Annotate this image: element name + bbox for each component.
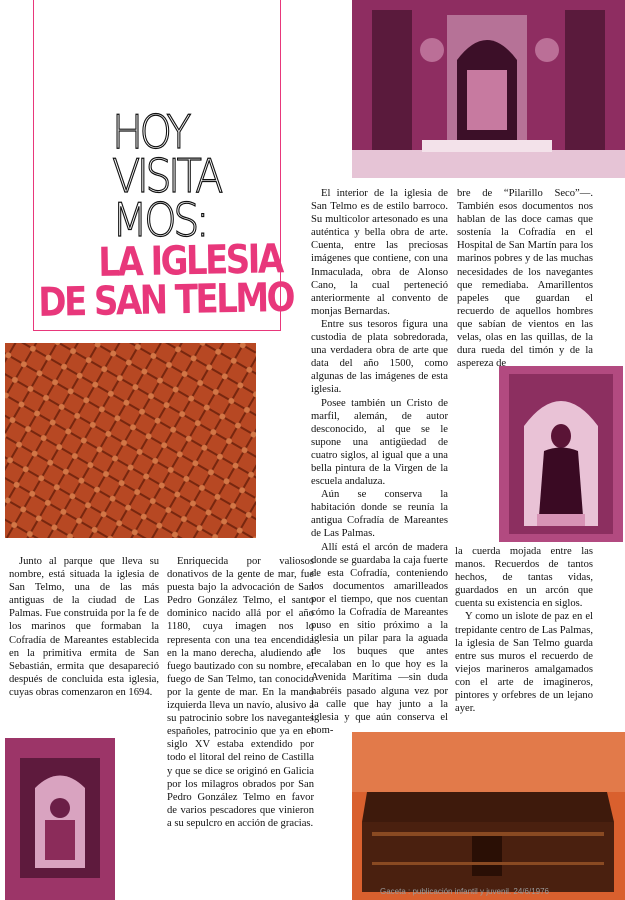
article-column-4-bottom — [455, 545, 593, 715]
title-line-2: VISITA — [112, 149, 220, 203]
col3-paragraph-3: Posee también un Cristo de marfil, alemán, de autor desconocido, al que se le supone una antigüedad de cuatro siglos, al igual que a una bella pintura de la Virgen de la escuela andaluza. — [311, 397, 448, 488]
col1-paragraph: Junto al parque que lleva su nombre, está situada la iglesia de San Telmo, una de las más antiguas de la ciudad de Las Palmas. Fue construida por la fe de los marinos que formaban la Cofradía de Mareantes establecida en la primitiva ermita de San Sebastián, ermita que desapareció después de concluida esta iglesia, cuyas obras comenzaron en 1694. — [9, 556, 159, 698]
altar-photo — [352, 0, 625, 178]
ceiling-photo — [5, 343, 256, 538]
saint-statue-photo — [499, 366, 623, 542]
figure-photo — [5, 738, 115, 900]
col3-paragraph-4: Aún se conserva la habitación donde se reunía la antigua Cofradía de Mareantes de Las Palmas. — [311, 489, 448, 540]
col4-top-paragraph: bre de “Pilarillo Seco”—. También esos documentos nos hablan de las doce camas que sostenía la Cofradía en el Hospital de San Martín para los marinos pobres y de las muchas necesidades de los navegantes que remediaba. Amarillentos papeles que guardan el recuerdo de aquellos hombres que sabían de vientos en las velas, olas en las quillas, de la dura rueda del timón y de la aspereza de — [457, 188, 593, 370]
col3-paragraph-2: Entre sus tesoros figura una custodia de plata sobredorada, una verdadera obra de arte que data del año 1500, como algunas de las imágenes de esta iglesia. — [311, 318, 448, 396]
article-column-1 — [9, 555, 159, 699]
col4-bottom-paragraph-1: la cuerda mojada entre las manos. Recuerdos de tantos hechos, de tantas vidas, guardados en un arcón que cuenta su existencia en siglos. — [455, 546, 593, 610]
chest-photo — [352, 732, 625, 900]
footer-source: Gaceta : publicación infantil y juvenil. 24/6/1976 — [380, 887, 549, 896]
article-column-3 — [311, 187, 448, 737]
subtitle-line-2: DE SAN TELMO — [38, 274, 294, 326]
title-line-1: HOY — [112, 105, 188, 159]
article-column-4-top — [457, 187, 593, 370]
col3-paragraph-5: Allí está el arcón de madera donde se guardaba la caja fuerte de esta Cofradía, conteniendo los documentos amarilleados por el tiempo, que nos cuentan cómo la Cofradía de Mareantes puso en sitio próximo a la iglesia un pilar para la aguada de los buques que antes recalaban en lo que hoy es la Avenida Marítima —sin duda habréis pasado alguna vez por la calle que hay junto a la iglesia y que aún conserva el nom- — [311, 541, 448, 736]
col4-bottom-paragraph-2: Y como un islote de paz en el trepidante centro de Las Palmas, la iglesia de San Telmo guarda entre sus muros el recuerdo de viejos marineros amalgamados con el arte de imagineros, pintores y orfebres de un lejano ayer. — [455, 611, 593, 715]
col2-paragraph: Enriquecida por valiosos donativos de la gente de mar, fue puesta bajo la advocación de San Pedro González Telmo, el santo dominico nacido allá por el año 1180, cuya imagen nos lo representa con una tea encendida en la mano derecha, aludiendo al fuego bautizado con su nombre, el fuego de San Telmo, tan conocido por la gente de mar. En la mano izquierda lleva un navío, alusivo a su patrocinio sobre los navegantes españoles, patrocinio que ya en el siglo XV estaba extendido por todo el litoral del reino de Castilla y que se dice se originó en Galicia por los milagros obrados por San Pedro González Telmo en favor de varios pescadores que vinieron a su sepulcro en acción de gracias. — [167, 556, 314, 829]
col3-paragraph-1: El interior de la iglesia de San Telmo es de estilo barroco. Su multicolor artesonado es una auténtica y bella obra de arte. Cuenta, entre las preciosas imágenes que contiene, con una Inmaculada, obra de Alonso Cano, la cual perteneció anteriormente al convento de monjas Bernardas. — [311, 188, 448, 317]
subtitle-line-1: LA IGLESIA — [98, 236, 282, 286]
article-column-2 — [167, 555, 314, 830]
page-title — [112, 105, 265, 247]
title-line-3: MOS: — [112, 193, 207, 247]
